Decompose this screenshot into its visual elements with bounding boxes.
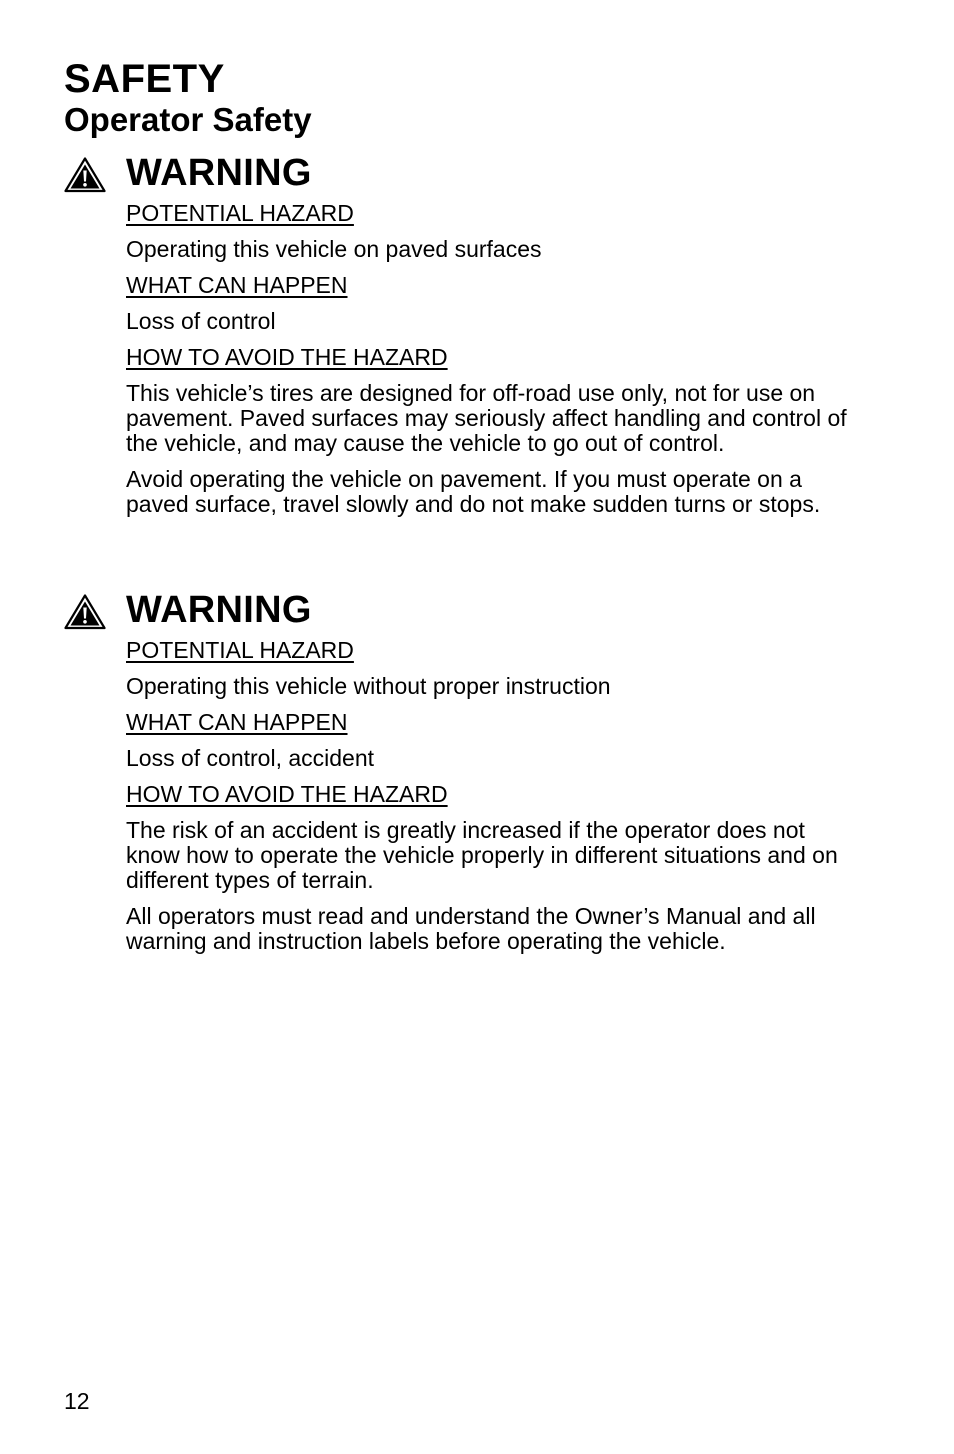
- warning-body: [126, 638, 864, 954]
- what-can-happen-text: Loss of control, accident: [126, 745, 375, 771]
- warning-block-paved-surfaces: [64, 153, 864, 517]
- how-to-avoid-paragraph: Avoid operating the vehicle on pavement. If you must operate on a paved surface, travel slowly and do not make sudden turns or stops.: [126, 466, 821, 517]
- warning-triangle-icon: [64, 157, 106, 193]
- warning-body: [126, 201, 864, 517]
- what-can-happen-text: Loss of control: [126, 308, 276, 334]
- how-to-avoid-heading: HOW TO AVOID THE HAZARD: [126, 344, 448, 370]
- potential-hazard-text: Operating this vehicle without proper instruction: [126, 673, 611, 699]
- warning-block-proper-instruction: [64, 590, 864, 954]
- how-to-avoid-paragraph: All operators must read and understand the Owner’s Manual and all warning and instruction labels before operating the vehicle.: [126, 903, 816, 954]
- warning-header: [64, 153, 864, 199]
- warning-triangle-icon: [64, 594, 106, 630]
- warning-header: [64, 590, 864, 636]
- warning-label: WARNING: [126, 152, 312, 194]
- what-can-happen-heading: WHAT CAN HAPPEN: [126, 272, 348, 298]
- potential-hazard-text: Operating this vehicle on paved surfaces: [126, 236, 542, 262]
- potential-hazard-heading: POTENTIAL HAZARD: [126, 200, 354, 226]
- section-title: Operator Safety: [64, 101, 312, 138]
- how-to-avoid-paragraph: This vehicle’s tires are designed for off-road use only, not for use on pavement. Paved surfaces may seriously affect handling and control of the vehicle, and may cause the vehicle to go out of control.: [126, 380, 847, 456]
- potential-hazard-heading: POTENTIAL HAZARD: [126, 637, 354, 663]
- page-title: SAFETY: [64, 57, 225, 101]
- how-to-avoid-paragraph: The risk of an accident is greatly increased if the operator does not know how to operate the vehicle properly in different situations and on different types of terrain.: [126, 817, 838, 893]
- page-number: 12: [64, 1388, 90, 1414]
- warning-label: WARNING: [126, 589, 312, 631]
- how-to-avoid-heading: HOW TO AVOID THE HAZARD: [126, 781, 448, 807]
- what-can-happen-heading: WHAT CAN HAPPEN: [126, 709, 348, 735]
